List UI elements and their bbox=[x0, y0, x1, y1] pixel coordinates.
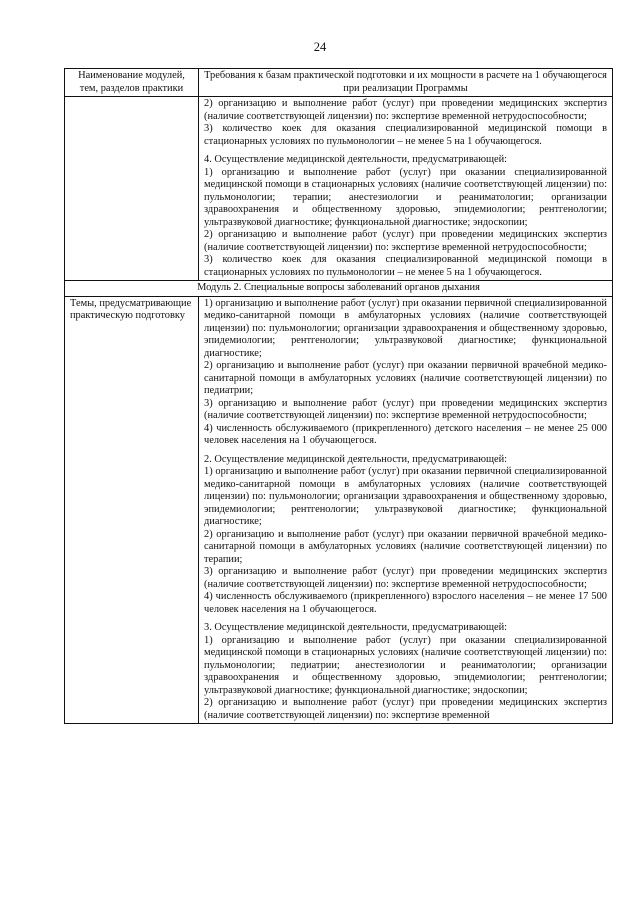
row2-paragraph: 4) численность обслуживаемого (прикрепленного) взрослого населения – не менее 17 500 человек населения на 1 обучающегося. bbox=[204, 591, 607, 615]
row2-left-cell: Темы, предусматривающие практическую подготовку bbox=[65, 296, 199, 724]
row2-paragraph: 3) организацию и выполнение работ (услуг) при проведении медицинских экспертиз (наличие соответствующей лицензии) по: экспертизе временной нетрудоспособности; bbox=[204, 566, 607, 590]
row2-right-cell bbox=[199, 296, 613, 724]
table-header-row bbox=[65, 69, 613, 97]
row1-paragraph: 2) организацию и выполнение работ (услуг) при проведении медицинских экспертиз (наличие соответствующей лицензии) по: экспертизе временной нетрудоспособности; bbox=[204, 98, 607, 122]
module-title-row bbox=[65, 281, 613, 297]
table-row bbox=[65, 296, 613, 724]
row2-paragraph: 1) организацию и выполнение работ (услуг) при оказании первичной специализированной медико-санитарной помощи в амбулаторных условиях (наличие соответствующей лицензии) по: пульмонологии; организации здравоохранения и общественному здоровью, эпидемиологии; рентгенологии; ультразвуковой диагностике; функциональной диагностике; bbox=[204, 466, 607, 527]
row1-section-heading: 4. Осуществление медицинской деятельности, предусматривающей: bbox=[204, 154, 508, 165]
row1-left-cell bbox=[65, 97, 199, 281]
row2-paragraph: 2) организацию и выполнение работ (услуг) при оказании первичной врачебной медико-санитарной помощи в амбулаторных условиях (наличие соответствующей лицензии) по терапии; bbox=[204, 528, 607, 565]
header-col-requirements: Требования к базам практической подготовки и их мощности в расчете на 1 обучающегося при реализации Программы bbox=[199, 69, 613, 97]
row1-paragraph: 3) количество коек для оказания специализированной медицинской помощи в стационарных условиях по пульмонологии – не менее 5 на 1 обучающегося. bbox=[204, 123, 607, 147]
row2-paragraph: 4) численность обслуживаемого (прикрепленного) детского населения – не менее 25 000 человек населения на 1 обучающегося. bbox=[204, 422, 607, 446]
page-number: 24 bbox=[313, 40, 327, 54]
row1-right-cell bbox=[199, 97, 613, 281]
header-col-modules: Наименование модулей, тем, разделов практики bbox=[65, 69, 199, 97]
requirements-table bbox=[64, 68, 613, 724]
row2-paragraph: 1) организацию и выполнение работ (услуг) при оказании специализированной медицинской помощи в стационарных условиях (наличие соответствующей лицензии) по: пульмонологии; педиатрии; анестезиологии и реаниматологии; организации здравоохранения и общественному здоровью, эпидемиологии; рентгенологии; ультразвуковой диагностике; функциональной диагностике; эндоскопии; bbox=[204, 634, 607, 696]
row1-paragraph: 2) организацию и выполнение работ (услуг) при проведении медицинских экспертиз (наличие соответствующей лицензии) по: экспертизе временной нетрудоспособности; bbox=[204, 229, 607, 253]
row2-paragraph: 2) организацию и выполнение работ (услуг) при оказании первичной врачебной медико-санитарной помощи в амбулаторных условиях (наличие соответствующей лицензии) по педиатрии; bbox=[204, 360, 607, 396]
row2-paragraph: 3) организацию и выполнение работ (услуг) при проведении медицинских экспертиз (наличие соответствующей лицензии) по: экспертизе временной нетрудоспособности; bbox=[204, 397, 607, 421]
row2-paragraph: 2) организацию и выполнение работ (услуг) при проведении медицинских экспертиз (наличие соответствующей лицензии) по: экспертизе временной bbox=[204, 697, 607, 721]
module-title: Модуль 2. Специальные вопросы заболеваний органов дыхания bbox=[65, 281, 613, 297]
row2-section-heading: 3. Осуществление медицинской деятельности, предусматривающей: bbox=[204, 622, 508, 633]
row2-section-heading: 2. Осуществление медицинской деятельности, предусматривающей: bbox=[204, 453, 508, 465]
row1-paragraph: 1) организацию и выполнение работ (услуг) при оказании специализированной медицинской помощи в стационарных условиях (наличие соответствующей лицензии) по: пульмонологии; терапии; анестезиологии и реаниматологии; организации здравоохранения и общественному здоровью, эпидемиологии; рентгенологии; ультразвуковой диагностике; функциональной диагностике; эндоскопии; bbox=[204, 166, 607, 228]
table-row bbox=[65, 97, 613, 281]
row1-paragraph: 3) количество коек для оказания специализированной медицинской помощи в стационарных условиях по пульмонологии – не менее 5 на 1 обучающегося. bbox=[204, 254, 607, 278]
row2-paragraph: 1) организацию и выполнение работ (услуг) при оказании первичной специализированной медико-санитарной помощи в амбулаторных условиях (наличие соответствующей лицензии) по: пульмонологии; организации здравоохранения и общественному здоровью, эпидемиологии; рентгенологии; ультразвуковой диагностике; функциональной диагностике; bbox=[204, 297, 607, 359]
